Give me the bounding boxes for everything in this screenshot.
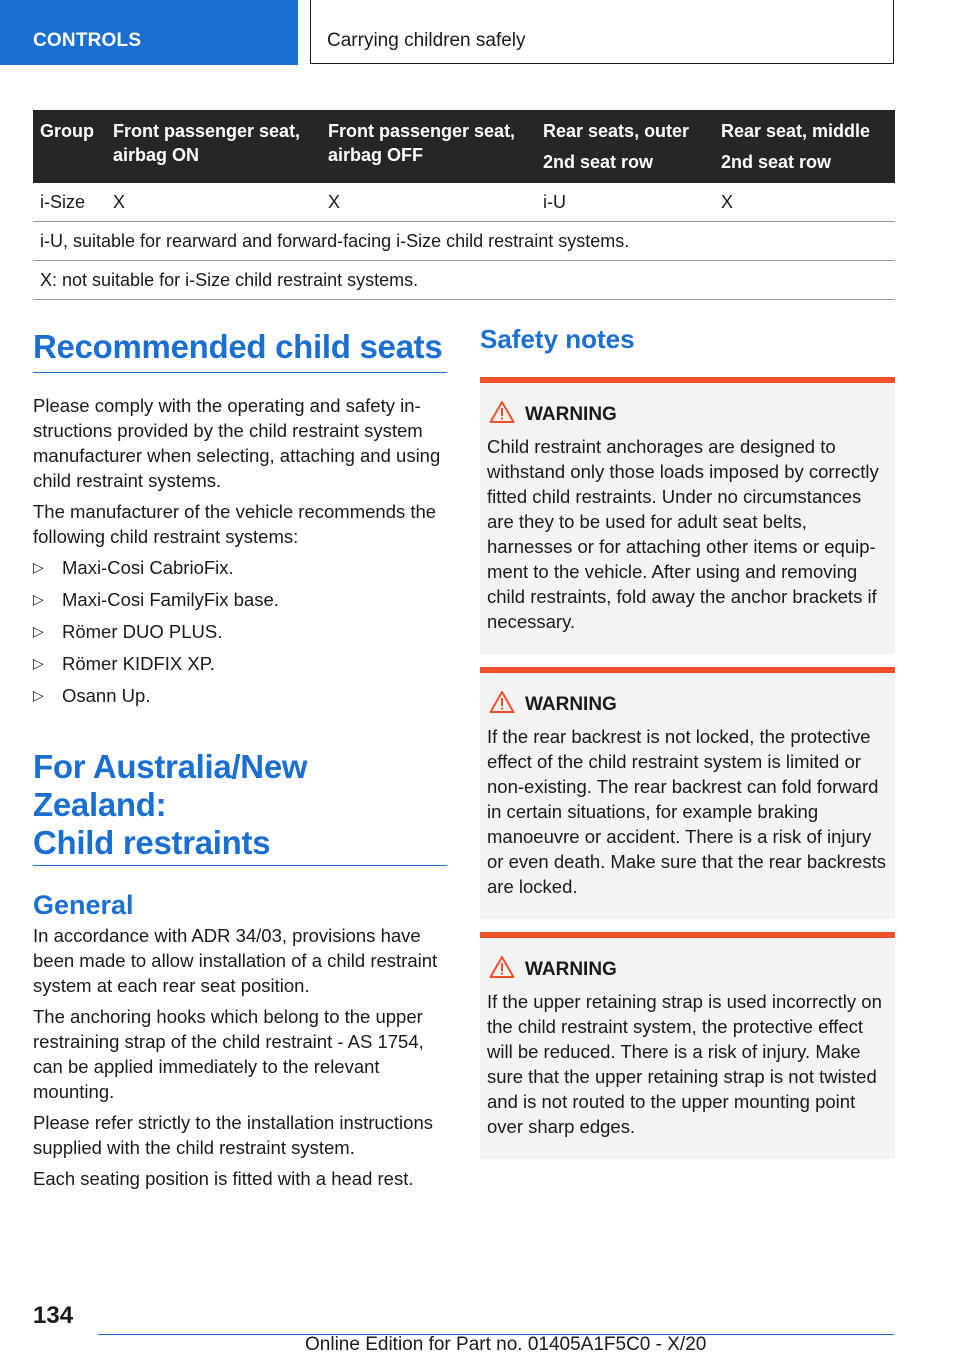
right-column <box>480 322 895 1172</box>
list-item: ▷ Maxi-Cosi FamilyFix base. <box>33 589 279 610</box>
left-column <box>33 322 447 1197</box>
section-label: CONTROLS <box>33 30 142 51</box>
warning-triangle-icon <box>489 955 515 979</box>
paragraph: The manufacturer of the vehicle recommends the following child restraint systems: <box>33 501 437 547</box>
safety-notes-heading: Safety notes <box>480 324 635 354</box>
table-header-row <box>33 110 895 183</box>
warning-text: Child restraint anchorages are designed to withstand only those loads imposed by correctly fitted child restraints. Under no circumstances are they to be used for adult seat belts, harnesses or for attaching other items or equipment to the vehicle. After using and removing child restraints, fold away the anchor brackets if necessary. <box>487 436 879 632</box>
warning-box <box>480 377 895 654</box>
paragraph: Each seating position is fitted with a head rest. <box>33 1168 414 1189</box>
triangle-bullet-icon: ▷ <box>33 591 44 607</box>
warning-label: WARNING <box>525 694 617 715</box>
table-cell: X <box>106 183 321 222</box>
table-cell: X <box>714 183 895 222</box>
table-cell: i-U <box>536 183 714 222</box>
chapter-title: Carrying children safely <box>327 30 526 51</box>
list-item: ▷ Römer DUO PLUS. <box>33 621 223 642</box>
list-item: ▷ Maxi-Cosi CabrioFix. <box>33 557 234 578</box>
warning-triangle-icon <box>489 400 515 424</box>
recommended-seat-list <box>33 555 447 708</box>
warning-triangle-icon <box>489 690 515 714</box>
table-note: X: not suitable for i-Size child restraint systems. <box>33 261 895 300</box>
warning-box <box>480 932 895 1159</box>
paragraph: Please refer strictly to the installation instructions supplied with the child restraint system. <box>33 1112 433 1158</box>
paragraph: The anchoring hooks which belong to the upper restraining strap of the child restraint - AS 1754, can be applied immediately to the relevant mounting. <box>33 1006 424 1102</box>
table-header-cell: Group <box>33 110 106 183</box>
chapter-header <box>310 0 894 64</box>
warning-label: WARNING <box>525 404 617 425</box>
triangle-bullet-icon: ▷ <box>33 655 44 671</box>
triangle-bullet-icon: ▷ <box>33 559 44 575</box>
warning-box <box>480 667 895 919</box>
warning-text: If the upper retaining strap is used incorrectly on the child restraint system, the protective effect will be reduced. There is a risk of injury. Make sure that the upper retaining strap is not twisted and is not routed to the upper mounting point over sharp edges. <box>487 991 882 1137</box>
paragraph: Please comply with the operating and safety instructions provided by the child restraint system manufacturer when selecting, attaching and using child restraint systems. <box>33 395 441 491</box>
table-header-cell: Rear seats, outer 2nd seat row <box>536 110 714 183</box>
page-number: 134 <box>33 1302 74 1329</box>
australia-heading: For Australia/New Zealand: Child restraints <box>33 742 447 866</box>
table-note: i-U, suitable for rearward and forward-facing i-Size child restraint systems. <box>33 222 895 261</box>
warning-text: If the rear backrest is not locked, the protective effect of the child restraint system is limited or non-existing. The rear backrest can fold forward in certain situations, for example braking manoeuvre or accident. There is a risk of injury or even death. Make sure that the rear backrests are locked. <box>487 726 886 897</box>
table-header-cell: Rear seat, middle 2nd seat row <box>714 110 895 183</box>
table-note-row <box>33 261 895 300</box>
list-item: ▷ Osann Up. <box>33 685 151 706</box>
table-note-row <box>33 222 895 261</box>
i-size-table <box>33 110 895 300</box>
triangle-bullet-icon: ▷ <box>33 687 44 703</box>
section-tab <box>0 0 298 65</box>
edition-text: Online Edition for Part no. 01405A1F5C0 - X/20 <box>305 1334 707 1355</box>
list-item: ▷ Römer KIDFIX XP. <box>33 653 215 674</box>
general-subheading: General <box>33 890 134 920</box>
table-header-cell: Front passenger seat, airbag ON <box>106 110 321 183</box>
recommended-heading: Recommended child seats <box>33 322 447 373</box>
paragraph: In accordance with ADR 34/03, provisions have been made to allow installation of a child restraint system at each rear seat position. <box>33 925 438 996</box>
table-cell: X <box>321 183 536 222</box>
triangle-bullet-icon: ▷ <box>33 623 44 639</box>
table-header-cell: Front passenger seat, airbag OFF <box>321 110 536 183</box>
table-row <box>33 183 895 222</box>
warning-label: WARNING <box>525 959 617 980</box>
table-cell: i-Size <box>33 183 106 222</box>
